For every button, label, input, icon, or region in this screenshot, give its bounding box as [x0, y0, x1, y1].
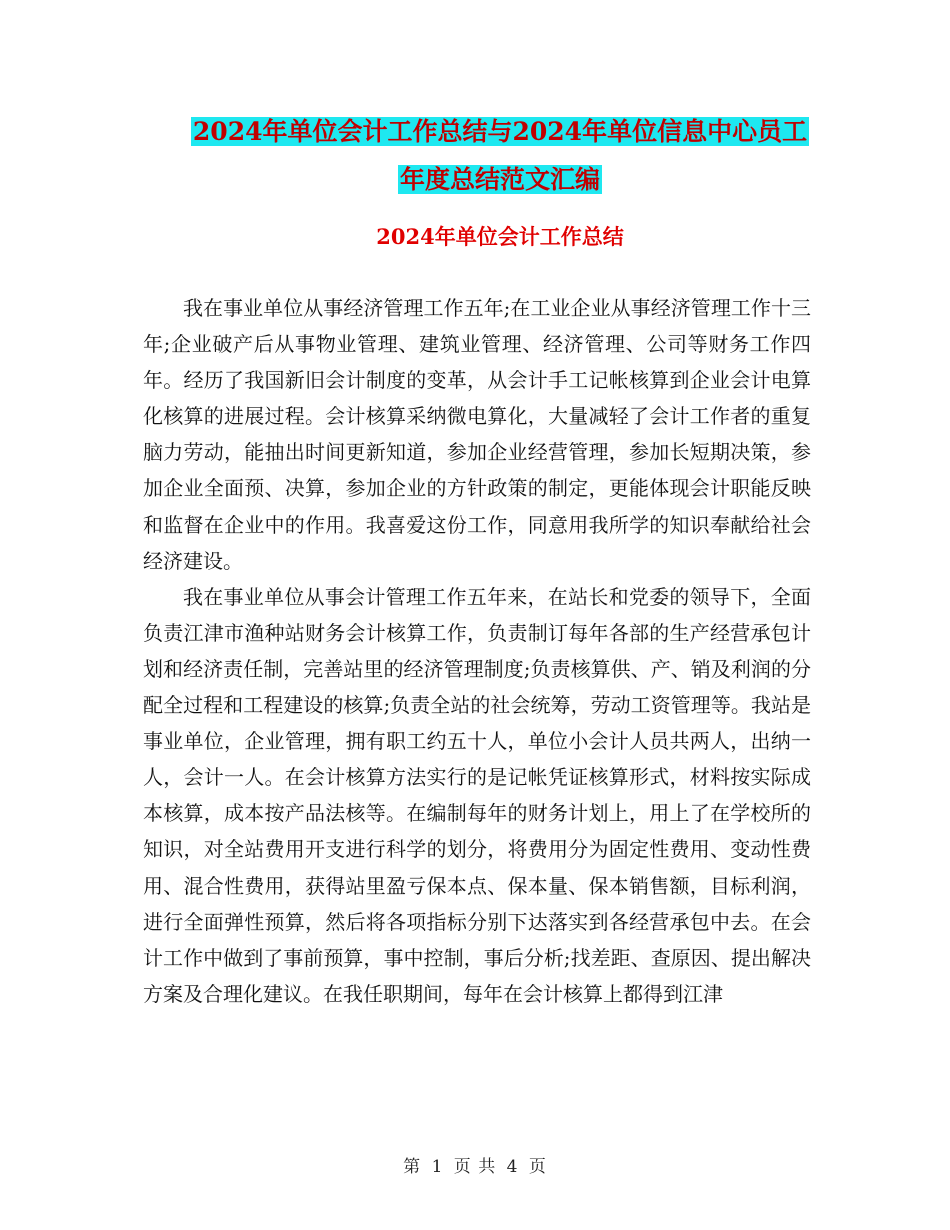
- section-title: 2024年单位会计工作总结: [376, 224, 624, 249]
- paragraph: 我在事业单位从事经济管理工作五年;在工业企业从事经济管理工作十三年;企业破产后从事物业管理、建筑业管理、经济管理、公司等财务工作四年。经历了我国新旧会计制度的变革，从会计手工记帐核算到企业会计电算化核算的进展过程。会计核算采纳微电算化，大量减轻了会计工作者的重复脑力劳动，能抽出时间更新知道，参加企业经营管理，参加长短期决策，参加企业全面预、决算，参加企业的方针政策的制定，更能体现会计职能反映和监督在企业中的作用。我喜爱这份工作，同意用我所学的知识奉献给社会经济建设。: [143, 296, 811, 573]
- document-body: [143, 290, 811, 1012]
- paragraph: 我在事业单位从事会计管理工作五年来，在站长和党委的领导下，全面负责江津市渔种站财务会计核算工作，负责制订每年各部的生产经营承包计划和经济责任制，完善站里的经济管理制度;负责核算供、产、销及利润的分配全过程和工程建设的核算;负责全站的社会统筹，劳动工资管理等。我站是事业单位，企业管理，拥有职工约五十人，单位小会计人员共两人，出纳一人，会计一人。在会计核算方法实行的是记帐凭证核算形式，材料按实际成本核算，成本按产品法核等。在编制每年的财务计划上，用上了在学校所的知识，对全站费用开支进行科学的划分，将费用分为固定性费用、变动性费用、混合性费用，获得站里盈亏保本点、保本量、保本销售额，目标利润，进行全面弹性预算，然后将各项指标分别下达落实到各经营承包中去。在会计工作中做到了事前预算，事中控制，事后分析;找差距、查原因、提出解决方案及合理化建议。在我任职期间，每年在会计核算上都得到江津: [143, 584, 811, 1006]
- page-label-prefix: 第: [403, 1157, 422, 1177]
- page-number: 1: [431, 1157, 444, 1177]
- page-label-suffix: 页: [528, 1157, 547, 1177]
- page-label-mid: 页 共: [453, 1157, 497, 1177]
- page-footer: [0, 1152, 950, 1177]
- title-line-1: 2024年单位会计工作总结与2024年单位信息中心员工: [192, 117, 808, 146]
- page-total: 4: [506, 1157, 519, 1177]
- document-title: [140, 108, 860, 204]
- title-line-2: 年度总结范文汇编: [399, 165, 600, 194]
